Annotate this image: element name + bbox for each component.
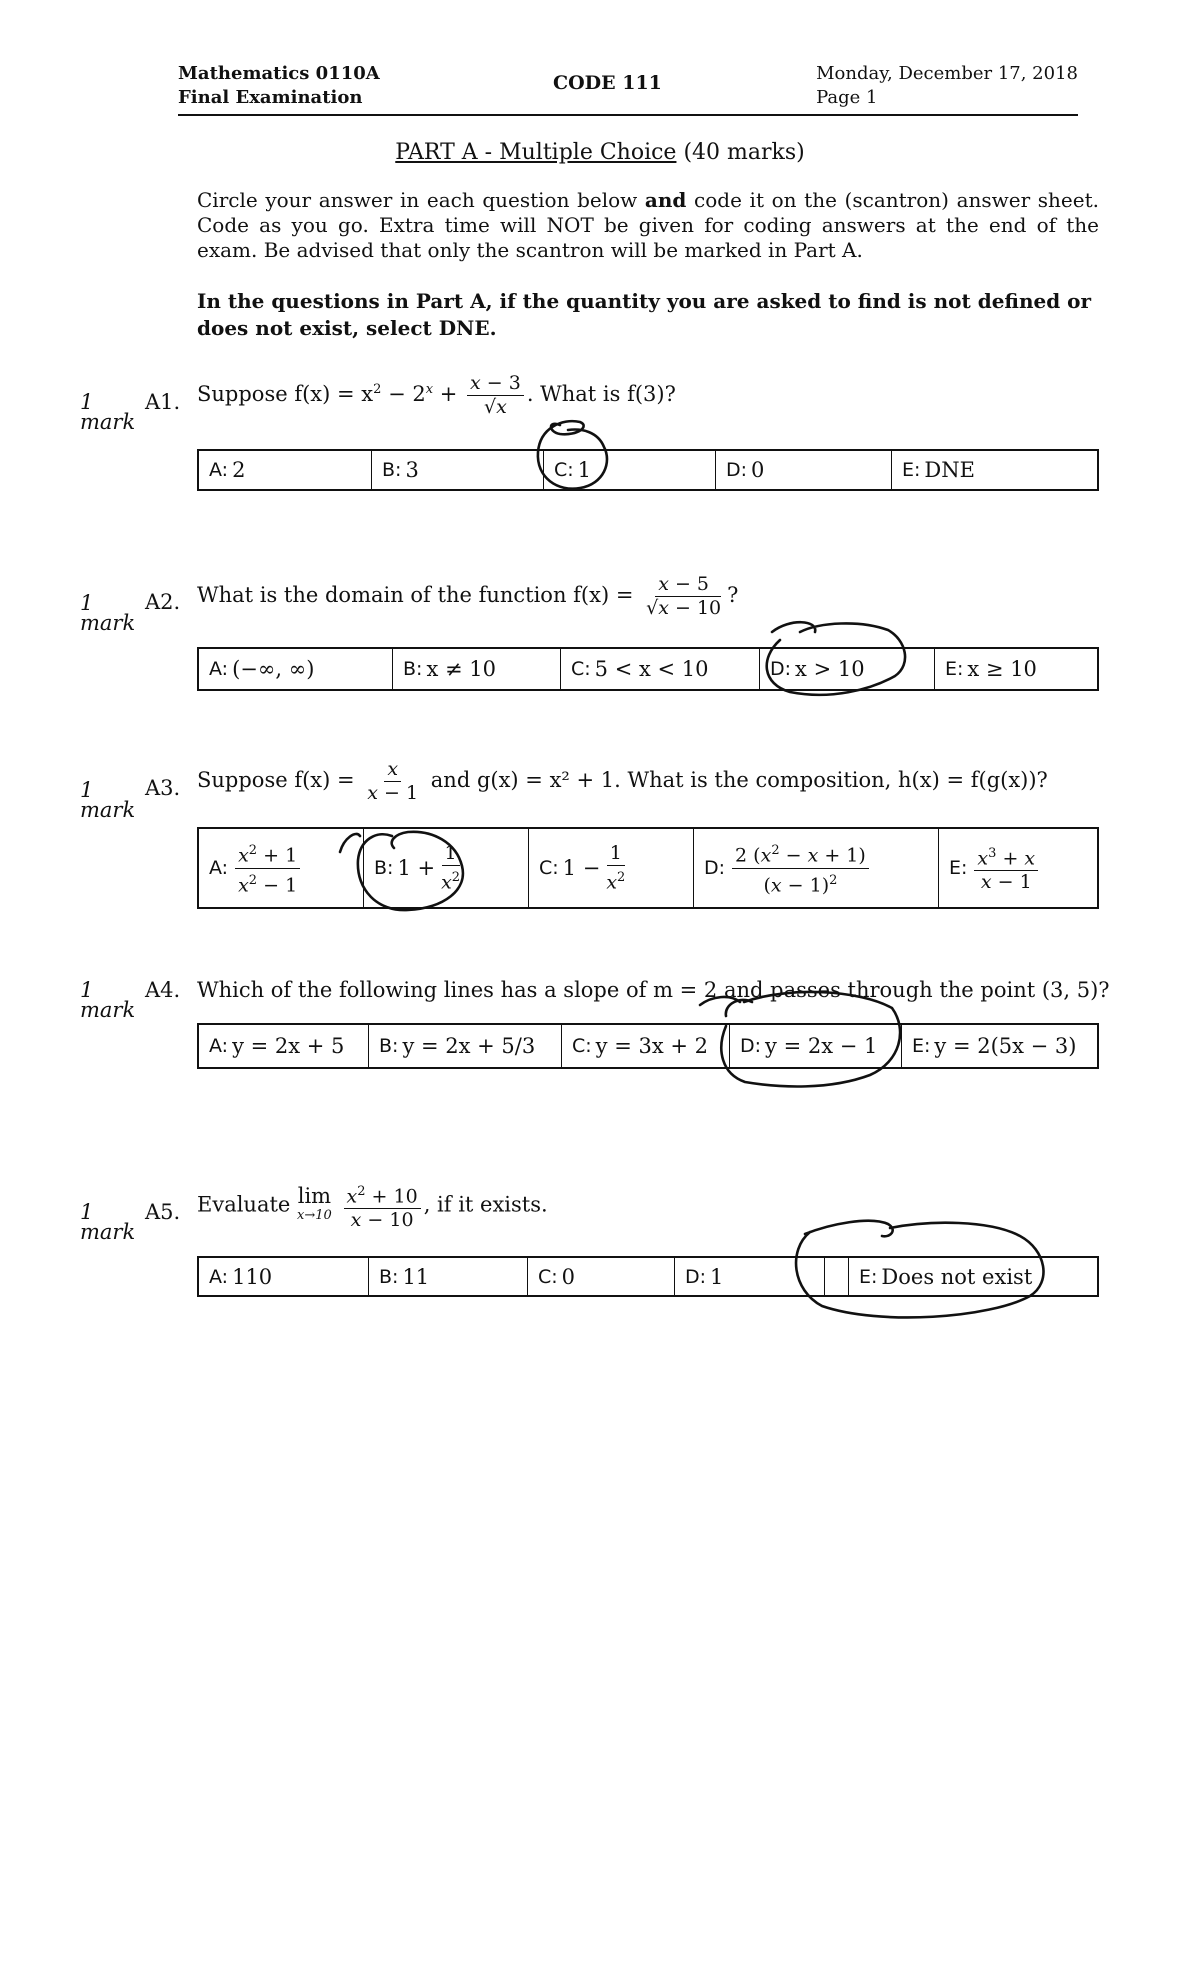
option-text: y = 2x + 5/3 [402,1034,536,1058]
q3-fraction: $\frac{x}{x - 1}$ [367,758,419,804]
option-a5-spacer [825,1258,849,1295]
part-marks: (40 marks) [683,140,805,165]
mark-count: 1 [80,978,94,1002]
option-a5-e[interactable] [849,1258,1097,1295]
option-a3-e[interactable]: E: $\frac{x^3 + x}{x - 1}$ [939,829,1097,907]
exam-code: CODE 111 [553,72,662,94]
instructions [197,188,1099,263]
option-text: 1 [577,458,592,482]
q1-text-post: . What is f(3)? [526,382,676,406]
option-text: y = 2(5x − 3) [934,1034,1077,1058]
option-label: D: [740,1035,762,1057]
mark-word: mark [80,798,136,822]
question-number-a5: A5. [145,1200,181,1224]
option-label: A: [209,1035,229,1057]
instructions-text-1: Circle your answer in each question below [197,188,645,212]
option-a1-b[interactable] [372,451,544,489]
option-label: C: [571,658,591,680]
exam-date: Monday, December 17, 2018 [816,63,1078,84]
question-text-a5 [197,1180,548,1232]
question-number-a1: A1. [145,390,181,414]
option-label: B: [379,1265,399,1288]
option-a1-c[interactable] [544,451,716,489]
option-label: A: [209,658,229,680]
limit-operator [297,1186,332,1226]
question-text-a3 [197,758,1048,805]
option-text: Does not exist [881,1264,1033,1289]
option-text: DNE [924,458,975,482]
option-label: B: [382,459,402,481]
option-a2-e[interactable] [935,649,1097,689]
option-label: B: [403,658,423,680]
option-a3-b[interactable]: B: 1 + $\frac{1}{x^2}$ [364,829,529,907]
question-number-a3: A3. [145,776,181,800]
option-a3-d[interactable]: D: $\frac{2 (x^2 - x + 1)}{(x - 1)^2}$ [694,829,939,907]
option-label: C: [538,1265,558,1288]
part-title [0,140,1200,165]
q5-text-pre: Evaluate [197,1192,291,1217]
option-a2-b[interactable] [393,649,561,689]
mark-count: 1 [80,390,94,414]
page-header [178,58,1078,116]
option-label: C: [572,1035,592,1057]
option-a4-b[interactable] [369,1025,562,1067]
option-label: D: [704,857,726,879]
option-text: 110 [232,1264,273,1289]
option-a2-d[interactable] [760,649,935,689]
q3-text-pre: Suppose f(x) = [197,768,355,792]
option-text: 5 < x < 10 [594,657,709,681]
question-text-a1: Suppose $f(x) = x^2 - 2^x$ + $\frac{x - 3}{√x}$ . What is f(3)? [197,372,676,418]
question-text-a2 [197,573,738,620]
option-text: x ≥ 10 [967,657,1037,681]
option-text: 3 [405,458,419,482]
q2-text-pre: What is the domain of the function f(x) = [197,583,634,607]
mark-word: mark [80,998,136,1022]
option-text: y = 3x + 2 [595,1034,708,1058]
mark-count: 1 [80,591,94,615]
option-text: (−∞, ∞) [232,657,315,681]
header-right [816,62,1078,110]
option-label: C: [539,857,559,879]
lim-word: lim [297,1184,332,1209]
q1-fraction: $\frac{x - 3}{√x}$ [467,372,524,419]
option-text: 11 [402,1264,430,1289]
q2-fraction: $\frac{x - 5}{√x - 10}$ [646,573,722,619]
option-a4-a[interactable] [199,1025,369,1067]
option-text: 0 [561,1264,576,1289]
dne-note: In the questions in Part A, if the quantity you are asked to find is not defined or does not exist, select DNE. [197,289,1092,340]
option-label: D: [726,459,748,481]
mark-label-a3 [80,780,135,820]
option-label: C: [554,459,574,481]
option-label: B: [379,1035,399,1057]
q3-text-post: and g(x) = x² + 1. What is the composition, h(x) = f(g(x))? [430,768,1048,792]
option-label: A: [209,857,229,879]
mark-count: 1 [80,1200,94,1224]
option-text: y = 2x − 1 [765,1034,878,1058]
option-a1-a[interactable] [199,451,372,489]
exam-name: Final Examination [178,87,363,108]
option-label: A: [209,459,229,481]
option-a3-c[interactable]: C: 1 − $\frac{1}{x^2}$ [529,829,694,907]
instructions-text-2: code it on the (scantron) answer sheet. Code as you go. Extra time will NOT be given for coding answers at the end of the exam. Be advised that only the scantron will be marked in Part A. [197,188,1099,262]
option-text: y = 2x + 5 [232,1034,345,1058]
option-label: E: [949,857,968,879]
mark-label-a4 [80,980,135,1020]
header-left [178,62,380,110]
part-title-text: PART A - Multiple Choice [395,140,677,165]
option-a2-c[interactable] [561,649,760,689]
mark-word: mark [80,611,136,635]
option-a4-c[interactable] [562,1025,730,1067]
question-number-a2: A2. [145,590,181,614]
question-number-a4: A4. [145,978,181,1002]
lim-subscript: x→10 [297,1208,332,1224]
option-label: A: [209,1265,229,1288]
instructions-bold: and [644,188,687,212]
option-label: D: [770,658,792,680]
option-a1-e[interactable] [892,451,1097,489]
option-label: B: [374,857,394,879]
option-text: 1 [710,1264,724,1289]
options-a2 [197,647,1099,691]
q5-fraction: $\frac{x^2 + 10}{x - 10}$ [344,1180,421,1232]
page-number: Page 1 [816,87,878,108]
option-text: x > 10 [795,657,865,681]
option-a4-d[interactable] [730,1025,902,1067]
option-label: E: [912,1035,931,1057]
mark-word: mark [80,1220,136,1244]
q5-text-post: , if it exists. [423,1192,548,1217]
option-a4-e[interactable] [902,1025,1097,1067]
course-name: Mathematics 0110A [178,63,380,84]
option-a5-d[interactable] [675,1258,825,1295]
mark-word: mark [80,410,136,434]
mark-label-a2 [80,593,135,633]
options-a1 [197,449,1099,491]
option-label: D: [685,1265,707,1288]
option-label: E: [902,459,921,481]
question-text-a4: Which of the following lines has a slope of m = 2 and passes through the point (3, 5)? [197,978,1110,1002]
option-label: E: [859,1265,878,1288]
option-a3-a[interactable]: A: $\frac{x^2 + 1}{x^2 - 1}$ [199,829,364,907]
options-a3 [197,827,1099,909]
option-a5-b[interactable] [369,1258,528,1295]
option-text: 0 [751,458,765,482]
option-a5-a[interactable] [199,1258,369,1295]
q2-text-post: ? [727,583,739,607]
option-a2-a[interactable] [199,649,393,689]
option-text: 2 [232,458,246,482]
options-a5 [197,1256,1099,1297]
option-a5-c[interactable] [528,1258,675,1295]
option-text: x ≠ 10 [426,657,496,681]
options-a4 [197,1023,1099,1069]
q1-text-pre: Suppose f(x) = x [197,382,374,406]
option-label: E: [945,658,964,680]
mark-label-a5 [80,1202,135,1242]
option-a1-d[interactable] [716,451,892,489]
mark-label-a1 [80,392,135,432]
mark-count: 1 [80,778,94,802]
